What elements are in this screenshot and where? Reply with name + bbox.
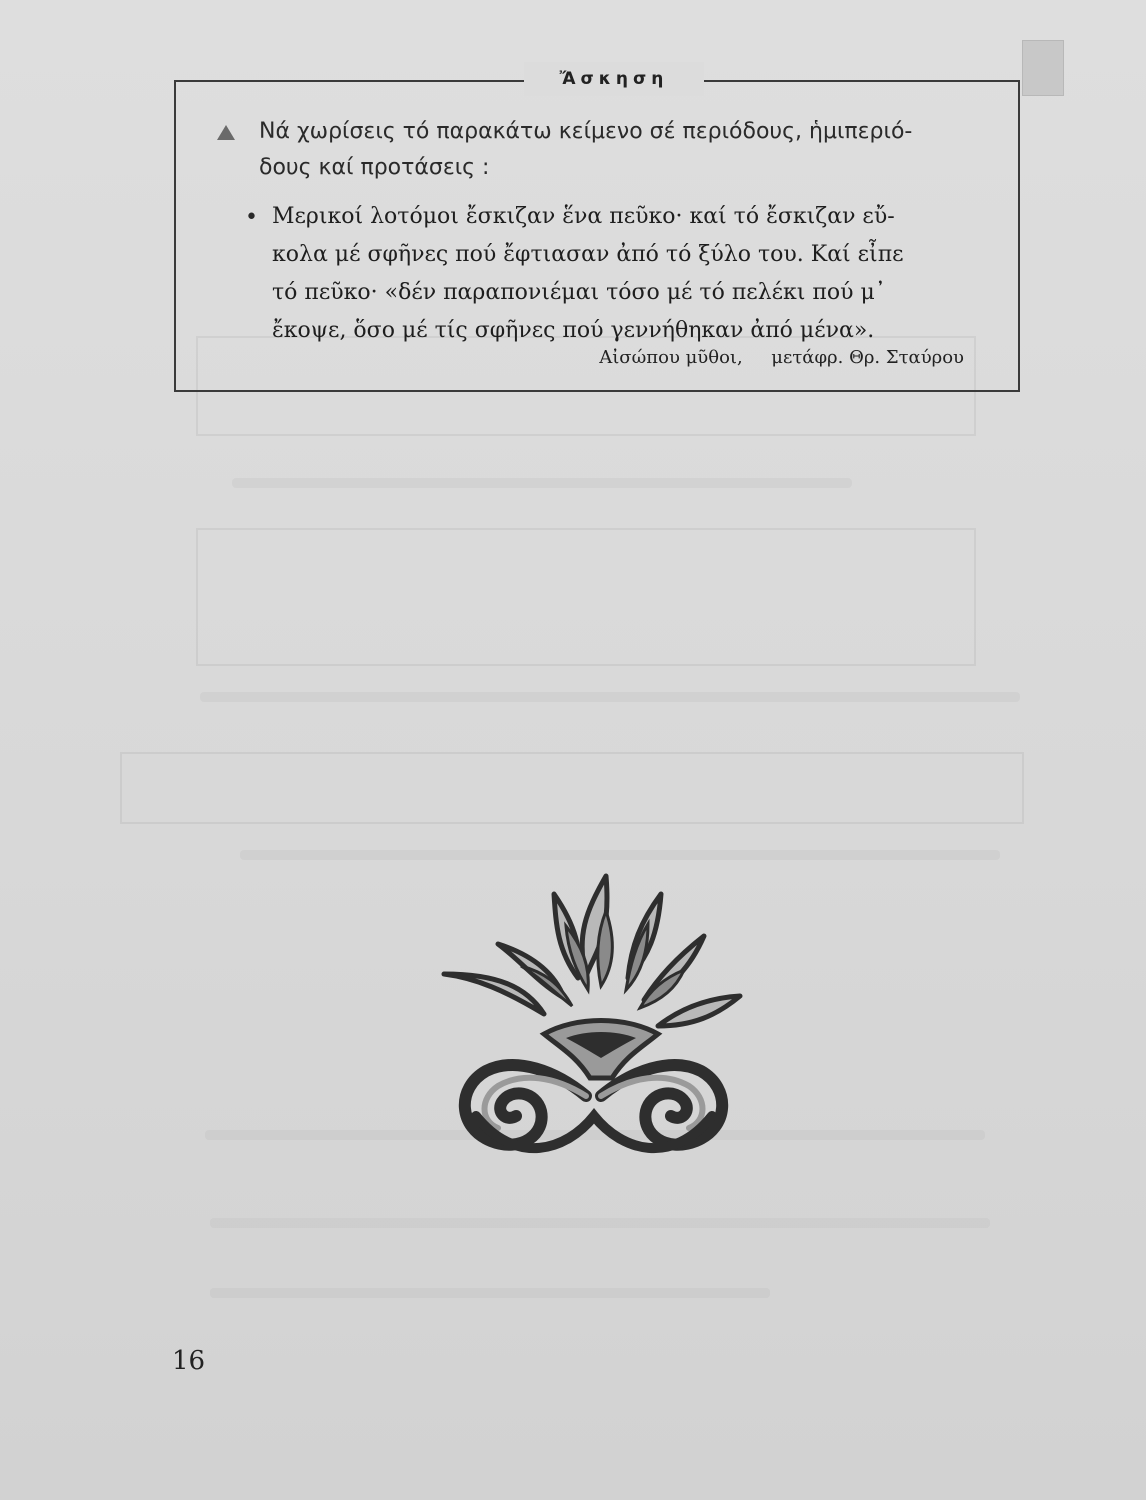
lotus-flame-ornament-icon — [436, 866, 746, 1162]
show-through-box-3 — [120, 752, 1024, 824]
triangle-marker-icon — [217, 125, 235, 140]
show-through-line — [200, 692, 1020, 702]
bullet-icon: • — [245, 205, 258, 230]
show-through-line — [210, 1218, 990, 1228]
instruction-line: δους καί προτάσεις : — [259, 155, 490, 180]
edge-tab-mark — [1022, 40, 1064, 96]
instruction-line: Νά χωρίσεις τό παρακάτω κείμενο σέ περιόδους, ἡμιπεριό- — [259, 119, 913, 144]
exercise-instruction — [259, 114, 979, 186]
exercise-title: Ἄσκηση — [524, 62, 704, 96]
show-through-line — [210, 1288, 770, 1298]
passage-line: Μερικοί λοτόμοι ἔσκιζαν ἕνα πεῦκο· καί τό ἔσκιζαν εὔ- — [272, 204, 895, 229]
show-through-line — [232, 478, 852, 488]
passage-attribution: Αἰσώπου μῦθοι, μετάφρ. Θρ. Σταύρου — [599, 347, 964, 368]
passage-line: κολα μέ σφῆνες πού ἔφτιασαν ἀπό τό ξύλο του. Καί εἶπε — [272, 242, 904, 267]
show-through-line — [240, 850, 1000, 860]
fable-passage — [272, 198, 972, 350]
show-through-box-2 — [196, 528, 976, 666]
page-number: 16 — [172, 1346, 206, 1376]
passage-line: τό πεῦκο· «δέν παραπονιέμαι τόσο μέ τό πελέκι πού μ᾿ — [272, 280, 886, 305]
passage-line: ἔκοψε, ὅσο μέ τίς σφῆνες πού γεννήθηκαν ἀπό μένα». — [272, 318, 875, 343]
